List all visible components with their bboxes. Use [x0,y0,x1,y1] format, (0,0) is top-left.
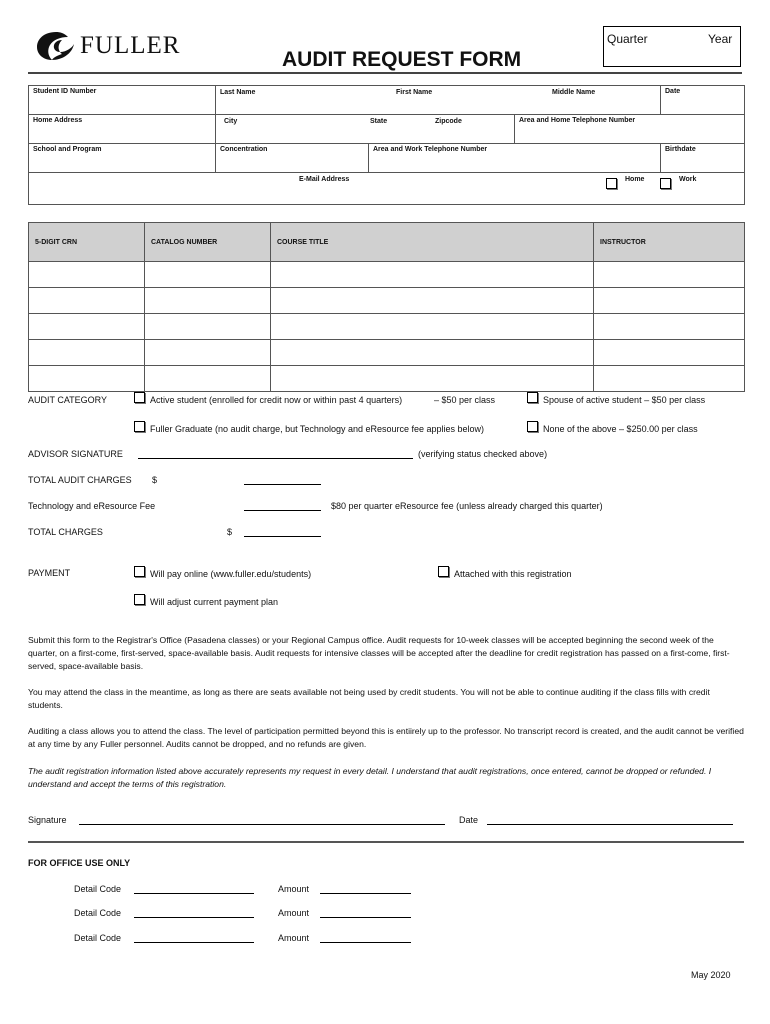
pay-online-label: Will pay online (www.fuller.edu/students) [150,569,312,579]
zipcode-label: Zipcode [435,118,462,125]
pay-online-checkbox[interactable] [134,566,145,577]
audit-category-label: AUDIT CATEGORY [28,395,108,405]
school-program-field[interactable]: School and Program [29,144,216,173]
concentration-field[interactable]: Concentration [216,144,369,173]
detail-code-line[interactable] [134,917,254,918]
instructions-paragraph: Submit this form to the Registrar's Office (Pasadena classes) or your Regional Campus office. Audit requests for 10-week classes will be accepted beginning the second week of the quarter, on a first-come, first-served, space-available basis. Audit requests for intensive classes will be accepted after the deadline for credit registration has passed on a first-come, first-served, space-available basis. [28,635,730,671]
detail-code-line[interactable] [134,942,254,943]
attendance-paragraph: You may attend the class in the meantime, as long as there are seats available not being used by credit students. You will not be able to continue auditing if the class fills with credit students. [28,687,710,710]
office-rule [28,841,744,843]
student-id-field[interactable]: Student ID Number [29,86,216,115]
home-phone-field[interactable]: Area and Home Telephone Number [514,115,744,144]
total-audit-charges-line[interactable] [244,484,321,485]
fuller-logo-icon [36,30,76,62]
table-row [29,314,745,340]
amount-label: Amount [278,884,310,894]
spouse-label: Spouse of active student – $50 per class [543,395,706,405]
date-field[interactable]: Date [661,86,745,115]
table-row [29,288,745,314]
home-address-field[interactable]: Home Address [29,115,216,144]
attached-label: Attached with this registration [454,569,572,579]
total-audit-charges-label: TOTAL AUDIT CHARGES [28,475,132,485]
birthdate-field[interactable]: Birthdate [661,144,745,173]
header-instructor: INSTRUCTOR [594,223,745,262]
amount-line[interactable] [320,942,411,943]
active-student-checkbox[interactable] [134,392,145,403]
active-student-label: Active student (enrolled for credit now or within past 4 quarters) [150,395,403,405]
adjust-plan-label: Will adjust current payment plan [150,597,279,607]
signature-line[interactable] [79,824,445,825]
payment-label: PAYMENT [28,568,71,578]
amount-label: Amount [278,908,310,918]
table-row [29,340,745,366]
logo-text: FULLER [80,32,181,59]
total-audit-dollar: $ [152,475,158,485]
auditing-paragraph: Auditing a class allows you to attend the class. The level of participation permitted beyond this is entiirely up to the professor. No transcript record is created, and the audit cannot be verified at any time by any Fuller personnel. Audits cannot be dropped, and no refunds are given. [28,726,744,749]
signature-date-label: Date [459,815,479,825]
fuller-graduate-label: Fuller Graduate (no audit charge, but Technology and eResource fee applies below) [150,424,485,434]
signature-label: Signature [28,815,67,825]
advisor-note: (verifying status checked above) [418,449,548,459]
adjust-plan-checkbox[interactable] [134,594,145,605]
course-table [28,222,745,392]
student-info-table [28,85,745,205]
tech-fee-label: Technology and eResource Fee [28,501,156,511]
email-field[interactable] [29,173,745,205]
spouse-checkbox[interactable] [527,392,538,403]
city-label: City [224,118,238,125]
city-state-zip-field[interactable] [216,115,515,144]
tech-fee-note: $80 per quarter eResource fee (unless already charged this quarter) [331,501,603,511]
home-label: Home [625,176,645,183]
header-title: COURSE TITLE [271,223,594,262]
footer-date: May 2020 [691,970,731,980]
year-label: Year [708,32,733,46]
amount-line[interactable] [320,893,411,894]
agreement-paragraph: The audit registration information listed above accurately represents my request in every detail. I understand that audit registrations, once entered, cannot be dropped or refunded. I understand and accept the terms of this registration. [28,766,712,789]
table-row [29,366,745,392]
detail-code-label: Detail Code [74,908,122,918]
total-charges-line[interactable] [244,536,321,537]
quarter-year-box[interactable] [603,26,741,67]
detail-code-label: Detail Code [74,884,122,894]
table-row [29,262,745,288]
work-label: Work [679,176,697,183]
tech-fee-line[interactable] [244,510,321,511]
first-name-label: First Name [396,89,433,96]
form-title: AUDIT REQUEST FORM [282,48,522,71]
header-crn: 5-DIGIT CRN [29,223,145,262]
detail-code-label: Detail Code [74,933,122,943]
attached-checkbox[interactable] [438,566,449,577]
signature-date-line[interactable] [487,824,733,825]
quarter-label: Quarter [607,32,648,46]
active-student-price: – $50 per class [434,395,496,405]
total-charges-dollar: $ [227,527,233,537]
total-charges-label: TOTAL CHARGES [28,527,103,537]
amount-line[interactable] [320,917,411,918]
name-field[interactable] [216,86,661,115]
work-phone-field[interactable]: Area and Work Telephone Number [369,144,661,173]
home-checkbox[interactable] [606,178,617,189]
fuller-logo [36,30,180,62]
header-rule [28,72,742,74]
none-of-above-label: None of the above – $250.00 per class [543,424,698,434]
work-checkbox[interactable] [660,178,671,189]
header-catalog: CATALOG NUMBER [145,223,271,262]
advisor-signature-label: ADVISOR SIGNATURE [28,449,123,459]
amount-label: Amount [278,933,310,943]
detail-code-line[interactable] [134,893,254,894]
advisor-signature-line[interactable] [138,458,413,459]
middle-name-label: Middle Name [552,89,596,96]
email-label: E-Mail Address [299,176,350,183]
none-of-above-checkbox[interactable] [527,421,538,432]
fuller-graduate-checkbox[interactable] [134,421,145,432]
state-label: State [370,118,388,125]
office-use-title: FOR OFFICE USE ONLY [28,858,131,868]
last-name-label: Last Name [220,89,256,96]
